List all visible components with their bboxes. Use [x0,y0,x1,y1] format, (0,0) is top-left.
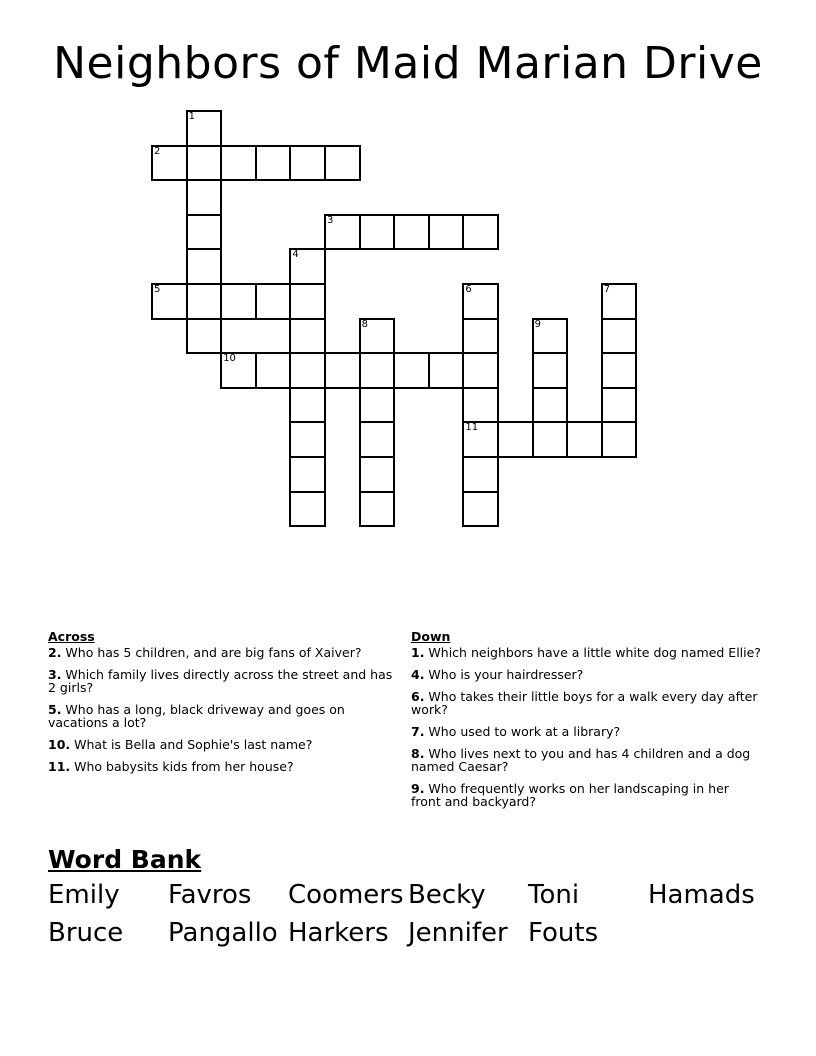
crossword-cell[interactable] [462,491,499,528]
crossword-cell[interactable] [462,352,499,389]
crossword-cell[interactable] [462,421,499,458]
across-clue [48,760,393,773]
word-bank-word: Fouts [528,918,599,948]
crossword-cell[interactable] [151,145,188,182]
crossword-cell[interactable] [359,214,396,251]
crossword-cell[interactable] [393,352,430,389]
crossword-cell[interactable] [289,491,326,528]
clue-text: Who frequently works on her landscaping in her front and backyard? [411,781,729,809]
word-bank-word: Hamads [648,880,755,910]
clue-number-label: 2 [154,145,161,157]
clue-text: Who lives next to you and has 4 children and a dog named Caesar? [411,746,751,774]
down-clue [411,747,761,773]
crossword-cell[interactable] [532,387,569,424]
crossword-cell[interactable] [324,352,361,389]
crossword-cell[interactable] [289,352,326,389]
clue-number-label: 6 [465,284,472,295]
clue-text: Who has 5 children, and are big fans of Xaiver? [61,645,362,660]
crossword-cell[interactable] [186,110,223,147]
crossword-cell[interactable] [462,318,499,355]
across-heading: Across [48,629,95,644]
down-clues [411,630,761,817]
clue-number-label: 10 [223,353,236,365]
crossword-cell[interactable] [289,145,326,182]
crossword-cell[interactable] [220,352,257,389]
clue-number: 7. [411,724,425,739]
down-clue [411,646,761,659]
clue-number-label: 3 [327,214,334,226]
across-clue [48,738,393,751]
crossword-cell[interactable] [186,214,223,251]
clue-number: 3. [48,667,62,682]
crossword-cell[interactable] [359,387,396,424]
word-bank-word: Toni [528,880,580,910]
crossword-cell[interactable] [566,421,603,458]
crossword-cell[interactable] [601,387,638,424]
crossword-cell[interactable] [289,456,326,493]
crossword-cell[interactable] [220,283,257,320]
page-title: Neighbors of Maid Marian Drive [53,38,763,89]
clue-text: What is Bella and Sophie's last name? [70,737,313,752]
crossword-cell[interactable] [601,352,638,389]
clue-text: Which neighbors have a little white dog named Ellie? [424,645,761,660]
word-bank-word: Coomers [288,880,404,910]
clue-text: Who takes their little boys for a walk every day after work? [411,689,758,717]
word-bank-word: Pangallo [168,918,278,948]
clue-text: Which family lives directly across the street and has 2 girls? [48,667,393,695]
crossword-cell[interactable] [289,318,326,355]
clue-number: 5. [48,702,62,717]
crossword-cell[interactable] [186,179,223,216]
across-clue [48,646,393,659]
across-clue [48,668,393,694]
clue-text: Who babysits kids from her house? [70,759,294,774]
clue-number: 11. [48,759,71,774]
word-bank-word: Favros [168,880,252,910]
down-clue [411,725,761,738]
across-clues [48,630,393,782]
clue-number: 8. [411,746,425,761]
crossword-cell[interactable] [462,456,499,493]
clue-number: 6. [411,689,425,704]
clue-number-label: 4 [292,249,299,261]
crossword-cell[interactable] [359,491,396,528]
crossword-cell[interactable] [428,352,465,389]
clue-number-label: 8 [361,318,368,330]
crossword-cell[interactable] [532,421,569,458]
crossword-cell[interactable] [151,283,188,320]
crossword-cell[interactable] [428,214,465,251]
clue-number-label: 5 [154,284,161,295]
crossword-cell[interactable] [255,145,292,182]
crossword-cell[interactable] [462,283,499,320]
crossword-cell[interactable] [601,318,638,355]
word-bank-word: Bruce [48,918,124,948]
crossword-cell[interactable] [462,387,499,424]
clue-text: Who is your hairdresser? [424,667,584,682]
clue-number: 2. [48,645,62,660]
crossword-cell[interactable] [497,421,534,458]
crossword-cell[interactable] [601,283,638,320]
down-clue [411,668,761,681]
clue-number: 1. [411,645,425,660]
word-bank-word: Becky [408,880,486,910]
crossword-cell[interactable] [289,248,326,285]
down-clue [411,782,761,808]
crossword-cell[interactable] [532,318,569,355]
crossword-cell[interactable] [255,352,292,389]
word-bank-word: Jennifer [408,918,508,948]
crossword-cell[interactable] [324,145,361,182]
down-heading: Down [411,629,451,644]
clue-text: Who has a long, black driveway and goes on vacations a lot? [48,702,345,730]
crossword-cell[interactable] [255,283,292,320]
word-bank-word: Harkers [288,918,389,948]
crossword-cell[interactable] [601,421,638,458]
crossword-cell[interactable] [359,421,396,458]
clue-number-label: 1 [188,111,195,122]
crossword-cell[interactable] [289,421,326,458]
crossword-cell[interactable] [289,283,326,320]
clue-text: Who used to work at a library? [424,724,621,739]
crossword-cell[interactable] [186,248,223,285]
down-clue [411,690,761,716]
crossword-cell[interactable] [186,318,223,355]
clue-number-label: 9 [534,318,541,330]
crossword-cell[interactable] [220,145,257,182]
clue-number: 4. [411,667,425,682]
clue-number-label: 7 [603,284,611,295]
crossword-cell[interactable] [462,214,499,251]
crossword-cell[interactable] [324,214,361,251]
crossword-cell[interactable] [359,456,396,493]
clue-number: 9. [411,781,425,796]
word-bank-heading: Word Bank [48,845,202,874]
across-clue [48,703,393,729]
crossword-cell[interactable] [186,145,223,182]
clue-number-label: 11 [465,422,479,434]
crossword-cell[interactable] [359,318,396,355]
word-bank-word: Emily [48,880,120,910]
crossword-cell[interactable] [393,214,430,251]
clue-number: 10. [48,737,71,752]
crossword-cell[interactable] [289,387,326,424]
crossword-cell[interactable] [359,352,396,389]
crossword-cell[interactable] [186,283,223,320]
crossword-cell[interactable] [532,352,569,389]
